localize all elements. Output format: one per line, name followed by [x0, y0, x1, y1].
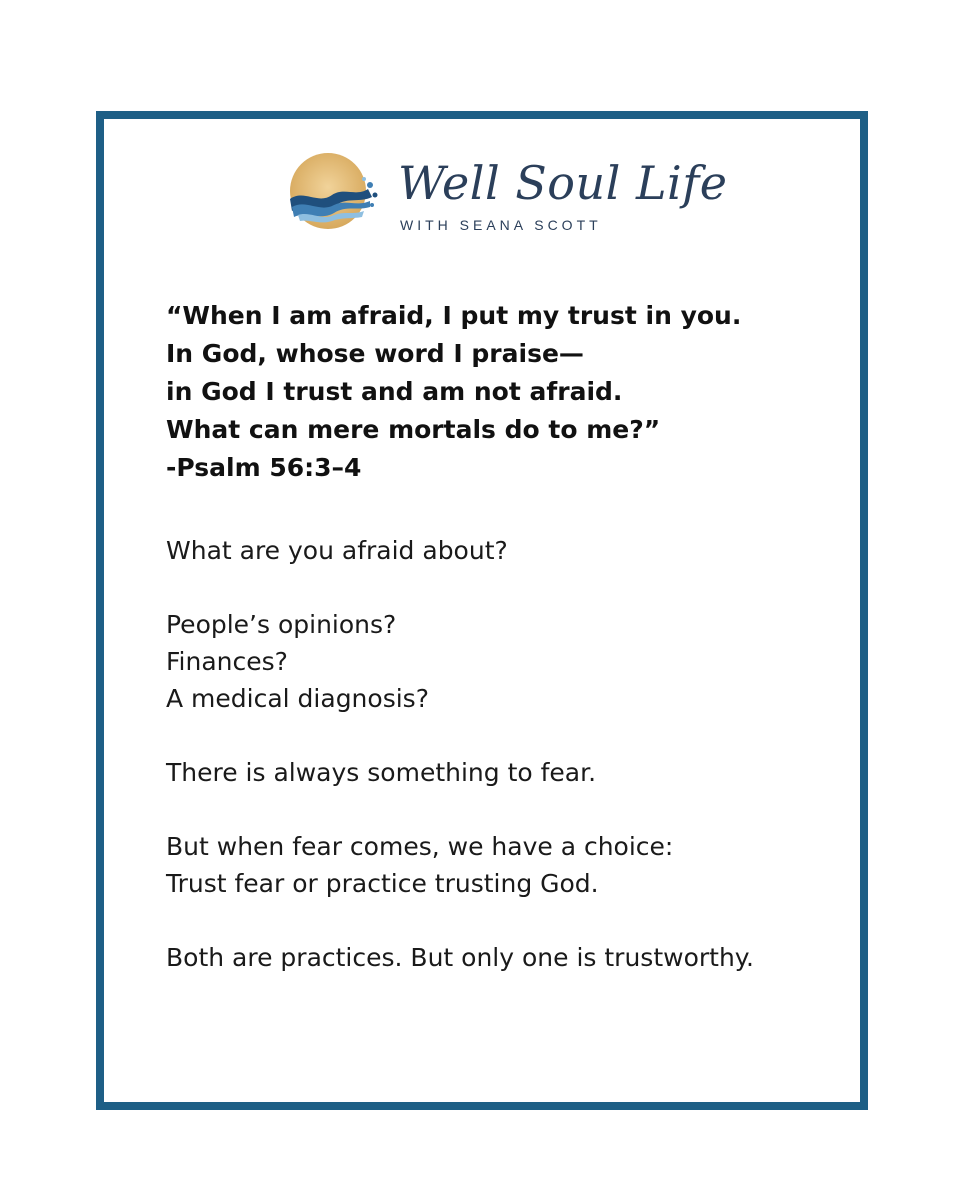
- choice-text: But when fear comes, we have a choice:: [166, 832, 674, 861]
- paragraph-gap: [166, 902, 826, 939]
- example-item: People’s opinions?: [166, 610, 397, 639]
- splash-drop: [370, 203, 374, 207]
- post-card: [96, 111, 868, 1110]
- paragraph-gap: [166, 569, 826, 606]
- verse-line: In God, whose word I praise—: [166, 339, 584, 368]
- choice-text: Trust fear or practice trusting God.: [166, 869, 599, 898]
- verse-reference: -Psalm 56:3–4: [166, 453, 362, 482]
- verse-line: What can mere mortals do to me?”: [166, 415, 661, 444]
- brand-logo: [284, 145, 728, 245]
- sun-wave-logo-icon: [284, 145, 380, 241]
- brand-tagline: WITH SEANA SCOTT: [400, 217, 602, 233]
- question-text: What are you afraid about?: [166, 536, 508, 565]
- splash-drop: [373, 193, 378, 198]
- example-item: A medical diagnosis?: [166, 684, 429, 713]
- scripture-quote: [166, 297, 806, 487]
- paragraph-gap: [166, 791, 826, 828]
- reflection-text: [166, 532, 826, 976]
- statement-text: There is always something to fear.: [166, 758, 597, 787]
- verse-line: in God I trust and am not afraid.: [166, 377, 623, 406]
- verse-line: “When I am afraid, I put my trust in you.: [166, 301, 742, 330]
- splash-drop: [362, 177, 366, 181]
- example-item: Finances?: [166, 647, 288, 676]
- closing-text: Both are practices. But only one is trustworthy.: [166, 943, 754, 972]
- splash-drop: [367, 182, 373, 188]
- paragraph-gap: [166, 717, 826, 754]
- brand-name: Well Soul Life: [398, 156, 728, 210]
